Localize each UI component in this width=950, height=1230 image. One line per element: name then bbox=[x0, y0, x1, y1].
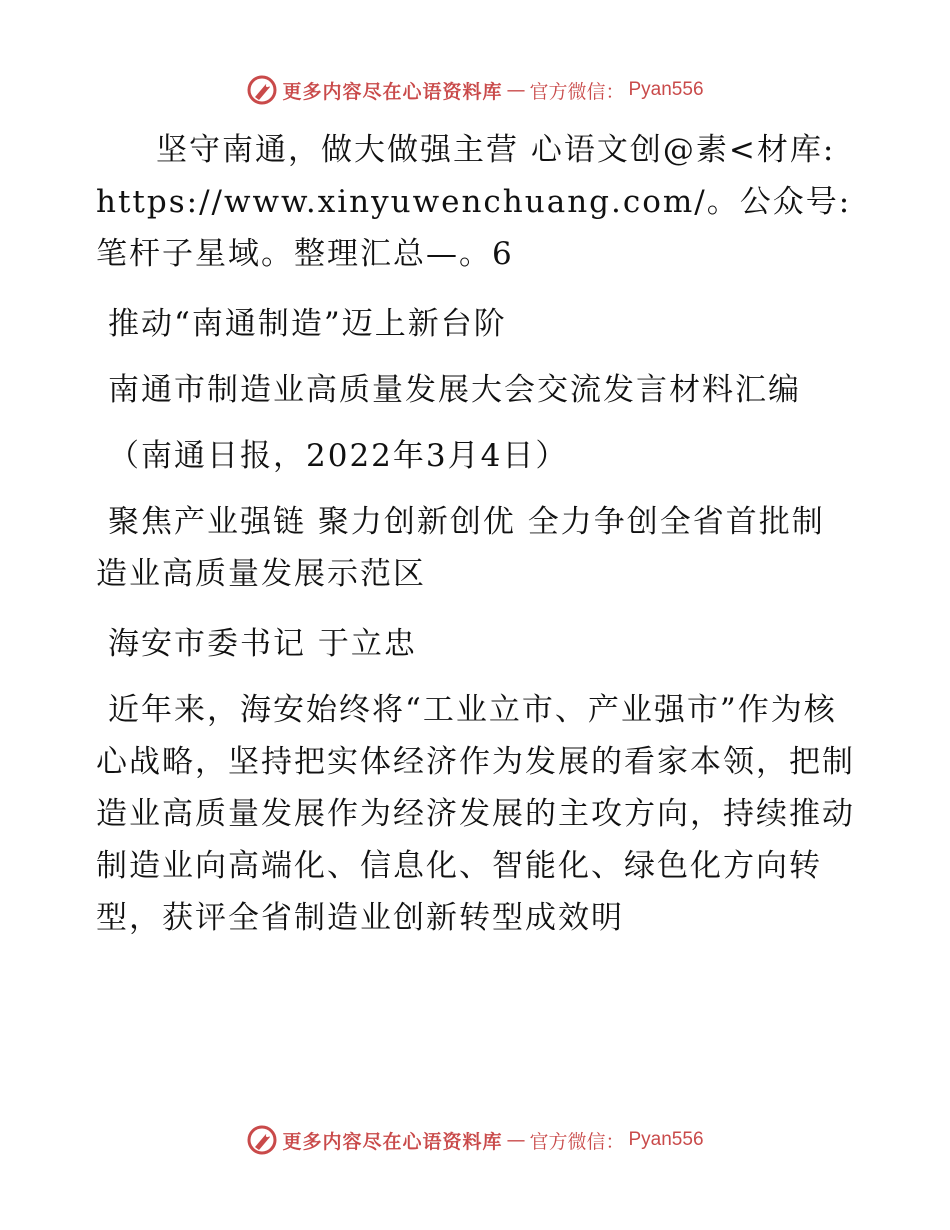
banner-site-text: 更多内容尽在心语资料库 bbox=[282, 1130, 503, 1153]
banner-site-text: 更多内容尽在心语资料库 bbox=[282, 80, 503, 103]
header-banner bbox=[0, 70, 950, 110]
intro-paragraph: 坚守南通，做大做强主营 心语文创@素<材库:https://www.xinyuwenchuang.com/。公众号: 笔杆子星域。整理汇总—。6 bbox=[96, 132, 852, 272]
speech-title: 聚焦产业强链 聚力创新创优 全力争创全省首批制造业高质量发展示范区 bbox=[96, 504, 825, 592]
banner-wechat-label: 官方微信： bbox=[529, 1130, 625, 1153]
section-title: 推动“南通制造”迈上新台阶 bbox=[108, 306, 507, 342]
document-subtitle: 南通市制造业高质量发展大会交流发言材料汇编 bbox=[108, 372, 801, 408]
pen-nib-logo-icon bbox=[246, 74, 278, 106]
banner-separator: — bbox=[506, 79, 526, 101]
banner-separator: — bbox=[506, 1129, 526, 1151]
banner-wechat-label: 官方微信： bbox=[529, 80, 625, 103]
pen-nib-logo-icon bbox=[246, 1124, 278, 1156]
banner-wechat-id: Pyan556 bbox=[628, 1129, 704, 1150]
footer-banner bbox=[0, 1120, 950, 1160]
source-date: （南通日报，2022年3月4日） bbox=[108, 438, 569, 474]
body-paragraph: 近年来，海安始终将“工业立市、产业强市”作为核心战略，坚持把实体经济作为发展的看家本领，把制造业高质量发展作为经济发展的主攻方向，持续推动制造业向高端化、信息化、智能化、绿色化方向转型，获评全省制造业创新转型成效明 bbox=[96, 692, 855, 936]
document-body bbox=[96, 124, 856, 962]
speaker-name: 海安市委书记 于立忠 bbox=[108, 626, 417, 662]
banner-wechat-id: Pyan556 bbox=[628, 79, 704, 100]
